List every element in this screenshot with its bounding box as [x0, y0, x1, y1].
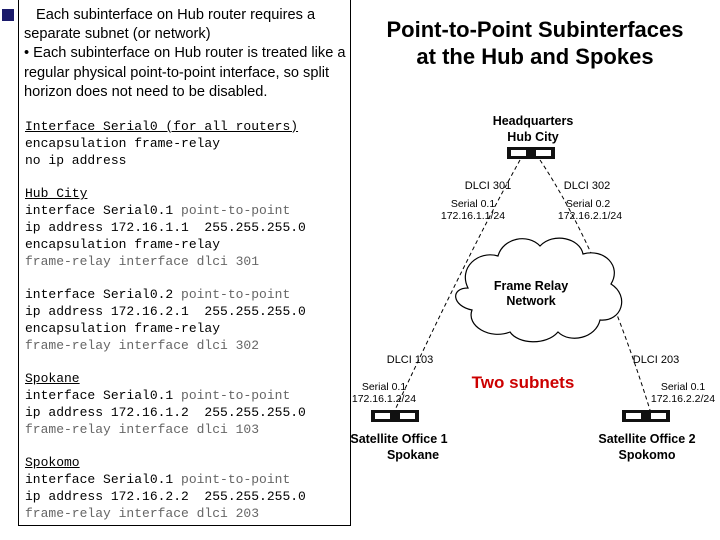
global-config-line: encapsulation frame-relay: [25, 135, 221, 151]
config-keyword: point-to-point: [181, 471, 291, 487]
config-line: ip address 172.16.1.1 255.255.255.0: [25, 219, 306, 235]
spokane-serial-label: Serial 0.1: [361, 381, 407, 393]
intro-line-1: Each subinterface on Hub router requires a separate subnet (or network): [24, 7, 316, 43]
config-line: ip address 172.16.2.2 255.255.255.0: [25, 488, 306, 504]
site2-label-line1: Satellite Office 2: [598, 432, 696, 446]
dlci-103-label: DLCI 103: [386, 354, 434, 366]
config-line: frame-relay interface dlci 103: [25, 421, 260, 437]
spokane-serial-ip: 172.16.1.2/24: [351, 393, 417, 405]
hub-serial02-ip: 172.16.2.1/24: [557, 210, 623, 222]
hq-label-line1: Headquarters: [492, 114, 574, 128]
config-line: frame-relay interface dlci 203: [25, 505, 260, 521]
config-line: frame-relay interface dlci 301: [25, 253, 260, 269]
dlci-301-label: DLCI 301: [464, 180, 512, 192]
config-line: encapsulation frame-relay: [25, 236, 221, 252]
two-subnets-label: Two subnets: [471, 373, 575, 392]
site1-label-line2: Spokane: [386, 448, 440, 462]
dlci-302-label: DLCI 302: [563, 180, 611, 192]
hub-serial01-label: Serial 0.1: [450, 198, 496, 210]
spokomo-serial-ip: 172.16.2.2/24: [650, 393, 716, 405]
config-keyword: point-to-point: [181, 287, 291, 303]
cloud-label-line1: Frame Relay: [493, 279, 569, 293]
config-line: interface Serial0.2: [25, 287, 182, 303]
config-line: ip address 172.16.1.2 255.255.255.0: [25, 404, 306, 420]
config-line: interface Serial0.1: [25, 387, 182, 403]
cloud-label-line2: Network: [506, 294, 556, 308]
dlci-203-label: DLCI 203: [632, 354, 680, 366]
spokane-router-icon: [371, 410, 419, 422]
site1-label-line1: Satellite Office 1: [350, 432, 448, 446]
config-line: interface Serial0.1: [25, 202, 182, 218]
hub-router-icon: [507, 147, 555, 159]
spokomo-serial-label: Serial 0.1: [660, 381, 706, 393]
hub-serial02-label: Serial 0.2: [565, 198, 611, 210]
slide-title-line1: Point-to-Point Subinterfaces: [386, 17, 684, 42]
spokomo-router-icon: [622, 410, 670, 422]
hq-label-line2: Hub City: [507, 130, 559, 144]
slide-title-line2: at the Hub and Spokes: [416, 44, 654, 69]
intro-line-2: • Each subinterface on Hub router is treated like a regular physical point-to-point interface, so split horizon does not need to be disabled.: [24, 45, 346, 100]
config-line: frame-relay interface dlci 302: [25, 338, 260, 354]
site2-label-line2: Spokomo: [618, 448, 676, 462]
global-config-header: Interface Serial0 (for all routers): [25, 119, 299, 134]
config-line: interface Serial0.1: [25, 471, 182, 487]
config-keyword: point-to-point: [181, 202, 291, 218]
hub-serial01-ip: 172.16.1.1/24: [440, 210, 506, 222]
config-line: ip address 172.16.2.1 255.255.255.0: [25, 304, 306, 320]
spokomo-heading: Spokomo: [25, 455, 80, 470]
config-line: encapsulation frame-relay: [25, 321, 221, 337]
global-config-line: no ip address: [25, 152, 127, 168]
hub-heading: Hub City: [25, 186, 88, 201]
config-keyword: point-to-point: [181, 387, 291, 403]
spokane-heading: Spokane: [25, 371, 80, 386]
